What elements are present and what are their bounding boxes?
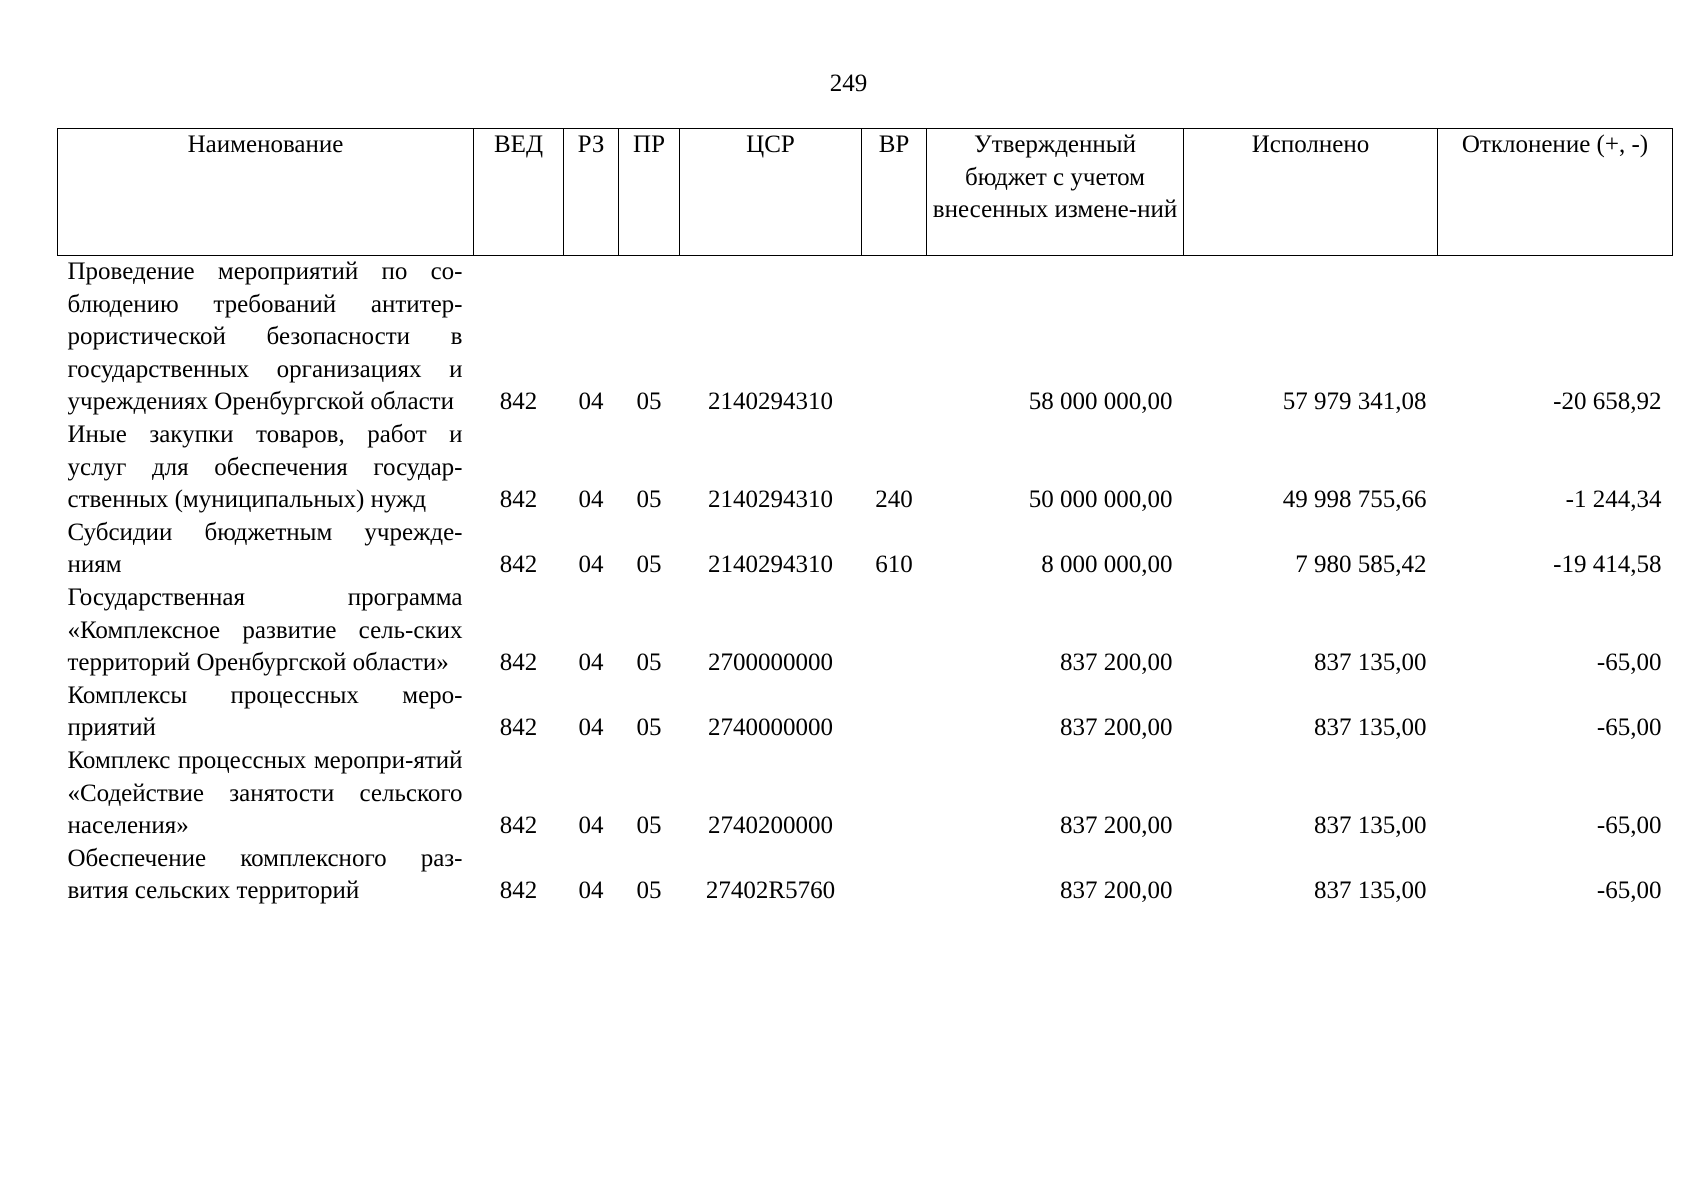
table-row xyxy=(58,843,1673,908)
row-approved: 837 200,00 xyxy=(1060,714,1173,742)
row-csr: 2740200000 xyxy=(708,812,833,840)
table-row xyxy=(58,419,1673,517)
row-pr: 05 xyxy=(636,551,662,579)
header-name: Наименование xyxy=(58,129,474,256)
row-name: Комплексы процессных меро-приятий xyxy=(67,681,463,742)
row-deviation: -19 414,58 xyxy=(1553,551,1662,579)
row-rz: 04 xyxy=(578,714,604,742)
row-ved: 842 xyxy=(499,714,538,742)
row-pr: 05 xyxy=(636,486,662,514)
row-approved: 50 000 000,00 xyxy=(1028,486,1173,514)
row-name: Комплекс процессных меропри-ятий «Содействие занятости сельского населения» xyxy=(67,746,463,840)
header-executed: Исполнено xyxy=(1184,129,1438,256)
row-deviation: -65,00 xyxy=(1596,714,1662,742)
row-vr xyxy=(862,843,927,908)
header-deviation: Отклонение (+, -) xyxy=(1438,129,1673,256)
row-deviation: -65,00 xyxy=(1596,649,1662,677)
row-name: Государственная программа «Комплексное развитие сель-ских территорий Оренбургской области» xyxy=(67,583,463,677)
table-row xyxy=(58,517,1673,582)
row-csr: 2140294310 xyxy=(708,388,833,416)
row-name: Проведение мероприятий по со-блюдению требований антитер-рористической безопасности в государственных организациях и учреждениях Оренбургской области xyxy=(67,258,463,416)
row-csr: 2740000000 xyxy=(708,714,833,742)
row-rz: 04 xyxy=(578,877,604,905)
row-vr: 240 xyxy=(875,486,913,514)
header-row xyxy=(58,129,1673,256)
table-row xyxy=(58,256,1673,419)
row-name: Обеспечение комплексного раз-вития сельских территорий xyxy=(67,844,463,905)
row-executed: 837 135,00 xyxy=(1314,649,1427,677)
row-vr xyxy=(862,582,927,680)
row-ved: 842 xyxy=(499,649,538,677)
budget-execution-table xyxy=(57,128,1673,908)
table-row xyxy=(58,582,1673,680)
row-pr: 05 xyxy=(636,388,662,416)
row-pr: 05 xyxy=(636,649,662,677)
row-ved: 842 xyxy=(499,388,538,416)
row-approved: 837 200,00 xyxy=(1060,812,1173,840)
row-vr xyxy=(862,745,927,843)
header-vr: ВР xyxy=(862,129,927,256)
row-approved: 837 200,00 xyxy=(1060,649,1173,677)
row-csr: 2700000000 xyxy=(708,649,833,677)
row-deviation: -65,00 xyxy=(1596,812,1662,840)
row-approved: 837 200,00 xyxy=(1060,877,1173,905)
row-rz: 04 xyxy=(578,649,604,677)
header-pr: ПР xyxy=(619,129,680,256)
row-csr: 2140294310 xyxy=(708,551,833,579)
row-deviation: -1 244,34 xyxy=(1565,486,1662,514)
table-row xyxy=(58,745,1673,843)
row-executed: 837 135,00 xyxy=(1314,877,1427,905)
row-rz: 04 xyxy=(578,551,604,579)
row-pr: 05 xyxy=(636,714,662,742)
table-row xyxy=(58,680,1673,745)
header-csr: ЦСР xyxy=(680,129,862,256)
row-approved: 58 000 000,00 xyxy=(1028,388,1173,416)
row-rz: 04 xyxy=(578,812,604,840)
row-csr: 27402R5760 xyxy=(705,877,836,905)
row-executed: 837 135,00 xyxy=(1314,714,1427,742)
row-rz: 04 xyxy=(578,388,604,416)
row-executed: 49 998 755,66 xyxy=(1282,486,1427,514)
row-approved: 8 000 000,00 xyxy=(1041,551,1173,579)
header-rz: РЗ xyxy=(564,129,619,256)
row-pr: 05 xyxy=(636,812,662,840)
row-deviation: -20 658,92 xyxy=(1553,388,1662,416)
row-pr: 05 xyxy=(636,877,662,905)
row-executed: 57 979 341,08 xyxy=(1282,388,1427,416)
row-vr xyxy=(862,256,927,419)
header-ved: ВЕД xyxy=(474,129,564,256)
row-deviation: -65,00 xyxy=(1596,877,1662,905)
header-approved-budget: Утвержденный бюджет с учетом внесенных измене-ний xyxy=(927,129,1184,256)
row-executed: 837 135,00 xyxy=(1314,812,1427,840)
row-vr: 610 xyxy=(875,551,913,579)
row-rz: 04 xyxy=(578,486,604,514)
row-executed: 7 980 585,42 xyxy=(1295,551,1427,579)
row-ved: 842 xyxy=(499,812,538,840)
table-body xyxy=(58,256,1673,908)
row-csr: 2140294310 xyxy=(708,486,833,514)
row-name: Субсидии бюджетным учрежде-ниям xyxy=(67,518,463,579)
table-header xyxy=(58,129,1673,256)
row-ved: 842 xyxy=(499,877,538,905)
page-number: 249 xyxy=(829,70,868,97)
row-vr xyxy=(862,680,927,745)
row-ved: 842 xyxy=(499,486,538,514)
row-ved: 842 xyxy=(499,551,538,579)
row-name: Иные закупки товаров, работ и услуг для обеспечения государ-ственных (муниципальных) нужд xyxy=(67,420,463,514)
